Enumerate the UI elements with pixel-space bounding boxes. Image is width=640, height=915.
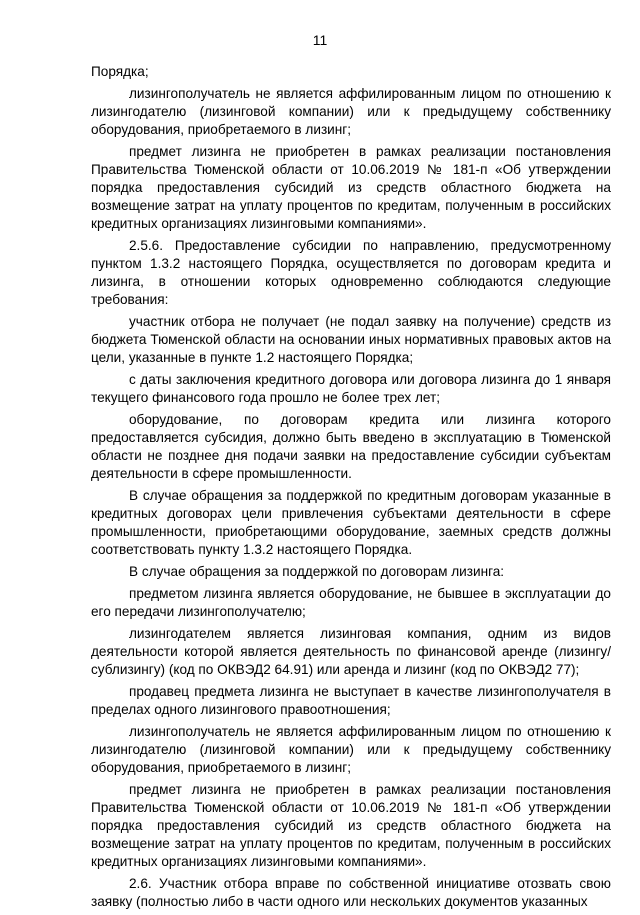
- paragraph: лизингодателем является лизинговая компания, одним из видов деятельности которой является деятельность по финансовой аренде (лизингу/сублизингу) (код по ОКВЭД2 64.91) или аренда и лизинг (код по ОКВЭД2 77);: [91, 626, 611, 677]
- paragraph: 2.6. Участник отбора вправе по собственной инициативе отозвать свою заявку (полностью либо в части одного или нескольких документов указанных: [91, 876, 611, 909]
- paragraph: лизингополучатель не является аффилированным лицом по отношению к лизингодателю (лизинговой компании) или к предыдущему собственнику оборудования, приобретаемого в лизинг;: [91, 86, 611, 137]
- paragraph: предмет лизинга не приобретен в рамках реализации постановления Правительства Тюменской области от 10.06.2019 № 181-п «Об утверждении порядка предоставления субсидий из средств областного бюджета на возмещение затрат на уплату процентов по кредитам, полученным в российских кредитных организациях лизинговыми компаниями».: [91, 144, 611, 231]
- paragraph: лизингополучатель не является аффилированным лицом по отношению к лизингодателю (лизинговой компании) или к предыдущему собственнику оборудования, приобретаемого в лизинг;: [91, 724, 611, 775]
- paragraph: предметом лизинга является оборудование, не бывшее в эксплуатации до его передачи лизингополучателю;: [91, 586, 611, 619]
- paragraph: оборудование, по договорам кредита или лизинга которого предоставляется субсидия, должно быть введено в эксплуатацию в Тюменской области не позднее дня подачи заявки на предоставление субсидии субъектам деятельности в сфере промышленности.: [91, 412, 611, 481]
- paragraph: 2.5.6. Предоставление субсидии по направлению, предусмотренному пунктом 1.3.2 настоящего Порядка, осуществляется по договорам кредита и лизинга, в отношении которых одновременно соблюдаются следующие требования:: [91, 238, 611, 307]
- paragraph: участник отбора не получает (не подал заявку на получение) средств из бюджета Тюменской области на основании иных нормативных правовых актов на цели, указанные в пункте 1.2 настоящего Порядка;: [91, 314, 611, 365]
- paragraph: продавец предмета лизинга не выступает в качестве лизингополучателя в пределах одного лизингового правоотношения;: [91, 684, 611, 717]
- document-body: [91, 63, 611, 915]
- paragraph: предмет лизинга не приобретен в рамках реализации постановления Правительства Тюменской области от 10.06.2019 № 181-п «Об утверждении порядка предоставления субсидий из средств областного бюджета на возмещение затрат на уплату процентов по кредитам, полученным в российских кредитных организациях лизинговыми компаниями».: [91, 782, 611, 869]
- paragraph: В случае обращения за поддержкой по договорам лизинга:: [129, 564, 505, 579]
- page-number: 11: [312, 32, 328, 48]
- paragraph: Порядка;: [91, 64, 149, 79]
- paragraph: В случае обращения за поддержкой по кредитным договорам указанные в кредитных договорах цели привлечения субъектами деятельности в сфере промышленности, приобретающими оборудование, заемных средств должны соответствовать пункту 1.3.2 настоящего Порядка.: [91, 488, 611, 557]
- paragraph: с даты заключения кредитного договора или договора лизинга до 1 января текущего финансового года прошло не более трех лет;: [91, 372, 611, 405]
